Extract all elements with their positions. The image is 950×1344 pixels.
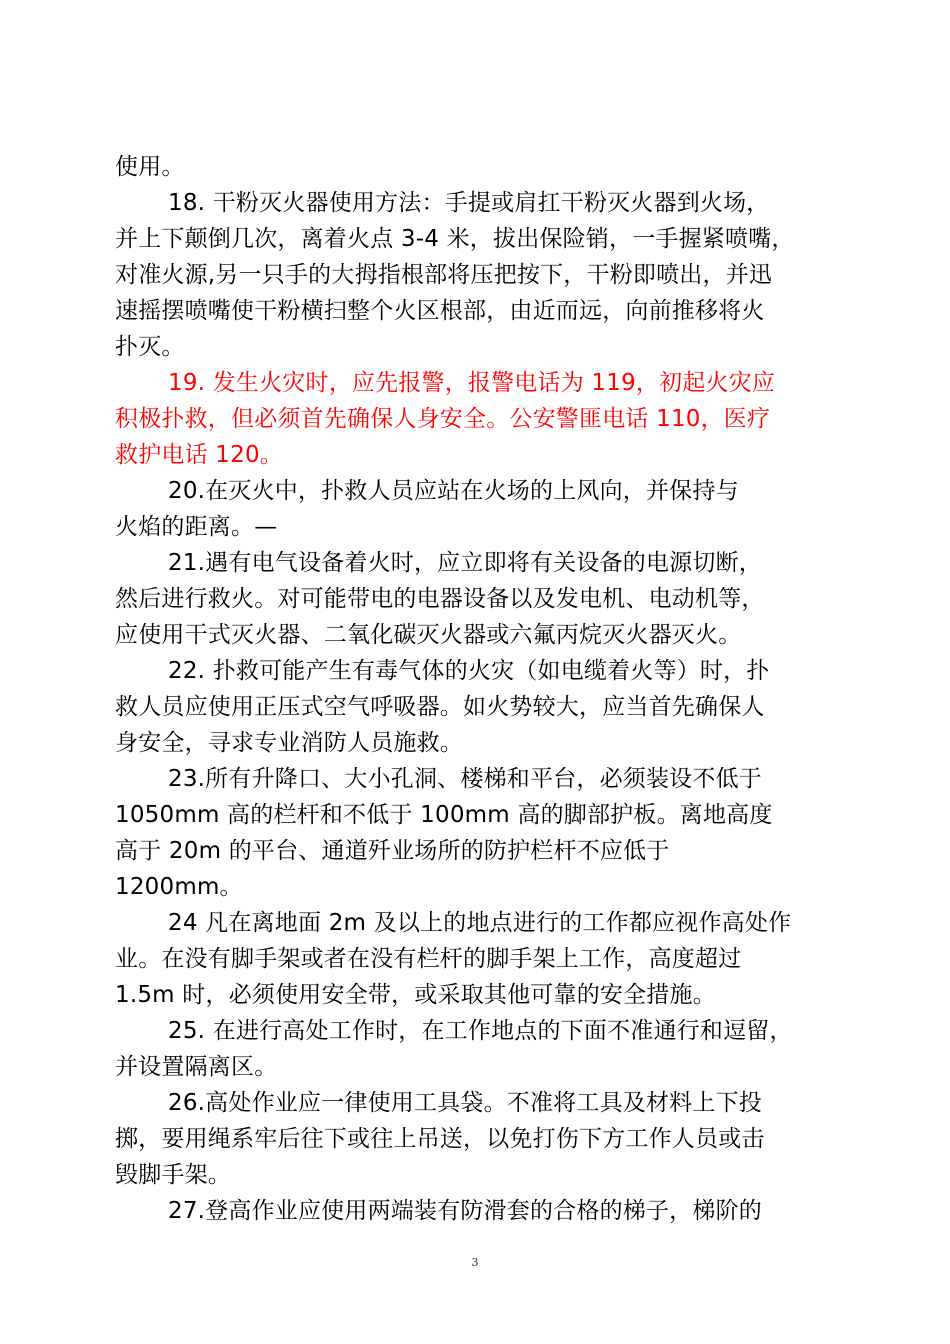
- text-line: 身安全，寻求专业消防人员施救。: [115, 730, 463, 756]
- highlighted-text-line: 救护电话 120。: [115, 442, 284, 468]
- text-line: 1200mm。: [115, 874, 243, 900]
- item-26-heading: 26.高处作业应一律使用工具袋。不准将工具及材料上下投: [168, 1090, 762, 1116]
- text-line: 毁脚手架。: [115, 1162, 231, 1188]
- text-line: 并设置隔离区。: [115, 1054, 278, 1080]
- page-number: 3: [471, 1256, 479, 1269]
- text-line: 1050mm 高的栏杆和不低于 100mm 高的脚部护板。离地高度: [115, 802, 773, 828]
- text-line: 并上下颠倒几次，离着火点 3-4 米，拔出保险销，一手握紧喷嘴，: [115, 226, 795, 252]
- text-line: 1.5m 时，必须使用安全带，或采取其他可靠的安全措施。: [115, 982, 716, 1008]
- item-24-heading: 24 凡在离地面 2m 及以上的地点进行的工作都应视作高处作: [168, 910, 792, 936]
- item-18-heading: 18. 干粉灭火器使用方法：手提或肩扛干粉灭火器到火场，: [168, 190, 770, 216]
- text-line: 然后进行救火。对可能带电的电器设备以及发电机、电动机等，: [115, 586, 765, 612]
- text-line: 业。在没有脚手架或者在没有栏杆的脚手架上工作，高度超过: [115, 946, 742, 972]
- item-21-heading: 21.遇有电气设备着火时，应立即将有关设备的电源切断，: [168, 550, 762, 576]
- highlighted-text-line: 积极扑救，但必须首先确保人身安全。公安警匪电话 110，医疗: [115, 406, 771, 432]
- text-line: 救人员应使用正压式空气呼吸器。如火势较大，应当首先确保人: [115, 694, 765, 720]
- item-23-heading: 23.所有升降口、大小孔洞、楼梯和平台，必须装设不低于: [168, 766, 762, 792]
- text-line: 速摇摆喷嘴使干粉横扫整个火区根部，由近而远，向前推移将火: [115, 298, 765, 324]
- item-22-heading: 22. 扑救可能产生有毒气体的火灾（如电缆着火等）时，扑: [168, 658, 770, 684]
- text-line: 掷，要用绳系牢后往下或往上吊送，以免打伤下方工作人员或击: [115, 1126, 765, 1152]
- item-27-heading: 27.登高作业应使用两端装有防滑套的合格的梯子，梯阶的: [168, 1198, 762, 1224]
- text-line: 火焰的距离。—: [115, 514, 278, 540]
- item-19-heading: 19. 发生火灾时，应先报警，报警电话为 119，初起火灾应: [168, 370, 776, 396]
- text-line: 使用。: [115, 154, 185, 180]
- text-line: 高于 20m 的平台、通道歼业场所的防护栏杆不应低于: [115, 838, 670, 864]
- text-line: 扑灭。: [115, 334, 185, 360]
- item-25-heading: 25. 在进行高处工作时，在工作地点的下面不准通行和逗留，: [168, 1018, 793, 1044]
- item-20-heading: 20.在灭火中，扑救人员应站在火场的上风向，并保持与: [168, 478, 739, 504]
- text-line: 对准火源,另一只手的大拇指根部将压把按下，干粉即喷出，并迅: [115, 262, 773, 288]
- text-line: 应使用干式灭火器、二氧化碳灭火器或六氟丙烷灭火器灭火。: [115, 622, 742, 648]
